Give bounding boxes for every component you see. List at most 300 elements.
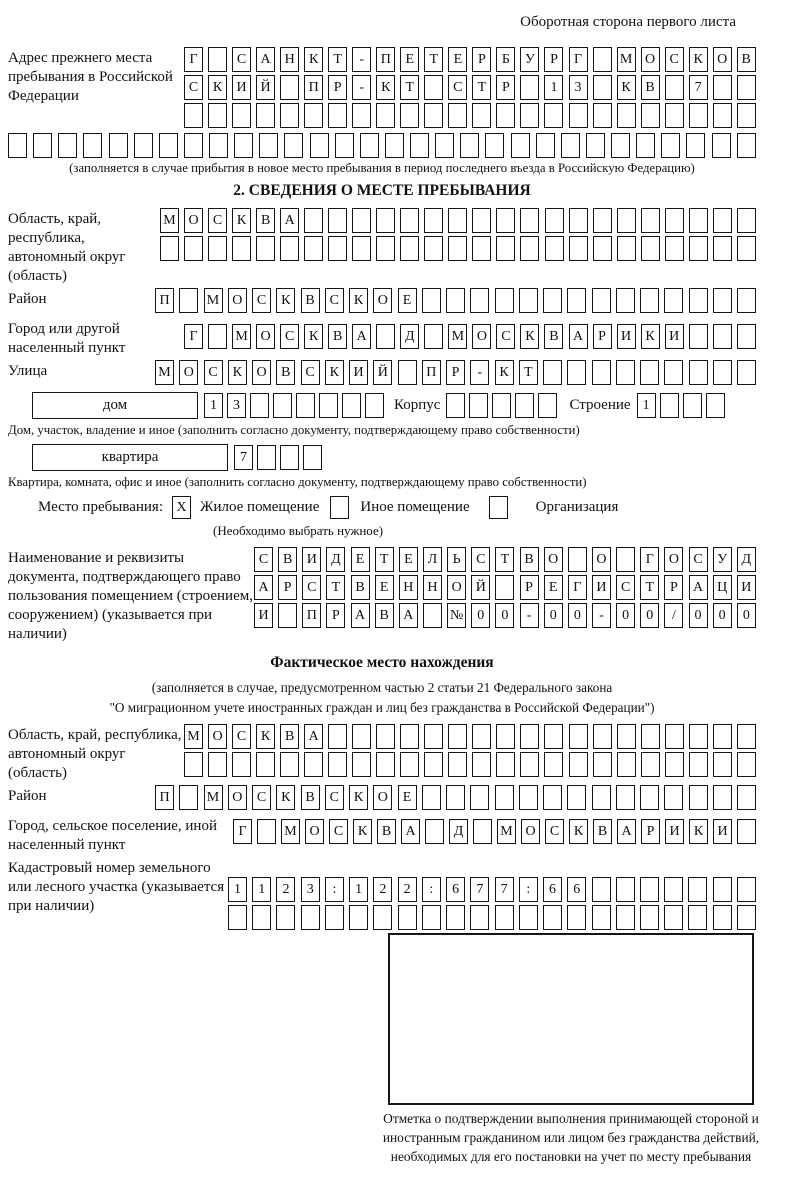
char-cell[interactable] [280, 75, 299, 100]
char-cell[interactable]: 7 [689, 75, 708, 100]
char-cell[interactable] [689, 785, 708, 810]
char-cell[interactable] [352, 724, 371, 749]
char-cell[interactable]: Е [398, 288, 417, 313]
char-cell[interactable]: И [713, 819, 732, 844]
char-cell[interactable] [335, 133, 354, 158]
char-cell[interactable] [661, 133, 680, 158]
char-cell[interactable] [184, 236, 203, 261]
char-cell[interactable]: О [252, 360, 271, 385]
char-cell[interactable]: В [256, 208, 275, 233]
char-cell[interactable] [470, 288, 489, 313]
char-cell[interactable]: О [641, 47, 660, 72]
char-cell[interactable]: 1 [252, 877, 271, 902]
char-cell[interactable] [737, 819, 756, 844]
char-cell[interactable] [83, 133, 102, 158]
char-cell[interactable] [617, 103, 636, 128]
char-cell[interactable]: - [352, 47, 371, 72]
char-cell[interactable] [737, 208, 756, 233]
char-cell[interactable]: 0 [689, 603, 708, 628]
char-cell[interactable]: 0 [544, 603, 563, 628]
ulitsa-row[interactable] [155, 360, 756, 385]
char-cell[interactable]: Р [472, 47, 491, 72]
char-cell[interactable] [280, 752, 299, 777]
char-cell[interactable]: Г [184, 324, 203, 349]
char-cell[interactable] [376, 324, 395, 349]
char-cell[interactable] [520, 724, 539, 749]
char-cell[interactable] [592, 360, 611, 385]
char-cell[interactable]: К [276, 288, 295, 313]
char-cell[interactable]: В [544, 324, 563, 349]
char-cell[interactable] [689, 724, 708, 749]
char-cell[interactable]: М [232, 324, 251, 349]
kadastr-row-2[interactable] [228, 905, 756, 930]
char-cell[interactable] [713, 785, 732, 810]
char-cell[interactable]: О [447, 575, 466, 600]
char-cell[interactable] [470, 785, 489, 810]
char-cell[interactable] [544, 752, 563, 777]
char-cell[interactable] [228, 905, 247, 930]
char-cell[interactable] [686, 133, 705, 158]
char-cell[interactable] [365, 393, 384, 418]
char-cell[interactable]: 0 [713, 603, 732, 628]
char-cell[interactable] [109, 133, 128, 158]
char-cell[interactable]: К [617, 75, 636, 100]
prev-address-row-1[interactable] [184, 47, 756, 72]
char-cell[interactable]: Д [737, 547, 756, 572]
char-cell[interactable] [593, 236, 612, 261]
char-cell[interactable]: В [520, 547, 539, 572]
char-cell[interactable]: С [545, 819, 564, 844]
char-cell[interactable] [737, 905, 756, 930]
char-cell[interactable] [376, 236, 395, 261]
char-cell[interactable] [593, 752, 612, 777]
char-cell[interactable] [567, 905, 586, 930]
char-cell[interactable] [713, 75, 732, 100]
char-cell[interactable] [257, 445, 276, 470]
char-cell[interactable] [567, 360, 586, 385]
char-cell[interactable]: Т [640, 575, 659, 600]
char-cell[interactable] [472, 752, 491, 777]
char-cell[interactable] [400, 752, 419, 777]
char-cell[interactable] [592, 785, 611, 810]
char-cell[interactable]: С [448, 75, 467, 100]
char-cell[interactable]: 2 [276, 877, 295, 902]
char-cell[interactable] [496, 208, 515, 233]
char-cell[interactable] [280, 236, 299, 261]
char-cell[interactable]: К [689, 819, 708, 844]
char-cell[interactable] [538, 393, 557, 418]
char-cell[interactable] [472, 236, 491, 261]
char-cell[interactable]: Р [278, 575, 297, 600]
char-cell[interactable] [424, 208, 443, 233]
char-cell[interactable]: А [280, 208, 299, 233]
char-cell[interactable] [232, 103, 251, 128]
char-cell[interactable]: - [352, 75, 371, 100]
char-cell[interactable]: О [208, 724, 227, 749]
char-cell[interactable]: А [399, 603, 418, 628]
char-cell[interactable] [641, 208, 660, 233]
char-cell[interactable] [304, 752, 323, 777]
char-cell[interactable]: И [232, 75, 251, 100]
char-cell[interactable]: С [301, 360, 320, 385]
char-cell[interactable] [737, 360, 756, 385]
char-cell[interactable]: 1 [544, 75, 563, 100]
char-cell[interactable] [472, 208, 491, 233]
char-cell[interactable] [259, 133, 278, 158]
char-cell[interactable]: В [351, 575, 370, 600]
char-cell[interactable] [296, 393, 315, 418]
char-cell[interactable] [446, 393, 465, 418]
char-cell[interactable] [496, 103, 515, 128]
char-cell[interactable] [469, 393, 488, 418]
char-cell[interactable]: Т [472, 75, 491, 100]
char-cell[interactable]: Т [328, 47, 347, 72]
char-cell[interactable] [310, 133, 329, 158]
char-cell[interactable] [713, 905, 732, 930]
char-cell[interactable]: О [305, 819, 324, 844]
char-cell[interactable]: М [160, 208, 179, 233]
char-cell[interactable] [398, 905, 417, 930]
char-cell[interactable] [328, 752, 347, 777]
char-cell[interactable] [689, 752, 708, 777]
char-cell[interactable]: С [254, 547, 273, 572]
char-cell[interactable]: 2 [373, 877, 392, 902]
char-cell[interactable]: О [228, 288, 247, 313]
char-cell[interactable]: Т [326, 575, 345, 600]
char-cell[interactable]: 1 [637, 393, 656, 418]
char-cell[interactable] [569, 208, 588, 233]
char-cell[interactable] [422, 785, 441, 810]
char-cell[interactable] [617, 236, 636, 261]
char-cell[interactable]: Р [328, 75, 347, 100]
fact-gorod-row[interactable] [233, 819, 756, 844]
char-cell[interactable] [398, 360, 417, 385]
char-cell[interactable] [460, 133, 479, 158]
char-cell[interactable] [425, 819, 444, 844]
char-cell[interactable] [616, 547, 635, 572]
char-cell[interactable]: М [204, 288, 223, 313]
char-cell[interactable]: О [179, 360, 198, 385]
char-cell[interactable]: М [184, 724, 203, 749]
char-cell[interactable]: М [497, 819, 516, 844]
char-cell[interactable] [448, 103, 467, 128]
char-cell[interactable]: Р [520, 575, 539, 600]
char-cell[interactable]: О [664, 547, 683, 572]
char-cell[interactable]: К [349, 288, 368, 313]
char-cell[interactable] [446, 288, 465, 313]
char-cell[interactable] [689, 103, 708, 128]
char-cell[interactable] [495, 785, 514, 810]
char-cell[interactable] [520, 208, 539, 233]
char-cell[interactable] [569, 236, 588, 261]
char-cell[interactable] [592, 877, 611, 902]
char-cell[interactable] [567, 785, 586, 810]
char-cell[interactable]: С [325, 785, 344, 810]
char-cell[interactable] [424, 752, 443, 777]
char-cell[interactable]: С [329, 819, 348, 844]
char-cell[interactable]: В [377, 819, 396, 844]
char-cell[interactable] [495, 575, 514, 600]
char-cell[interactable]: О [544, 547, 563, 572]
char-cell[interactable] [400, 103, 419, 128]
char-cell[interactable] [400, 208, 419, 233]
char-cell[interactable]: В [375, 603, 394, 628]
char-cell[interactable]: Ь [447, 547, 466, 572]
char-cell[interactable]: О [256, 324, 275, 349]
char-cell[interactable] [520, 236, 539, 261]
char-cell[interactable]: 0 [640, 603, 659, 628]
char-cell[interactable] [519, 288, 538, 313]
char-cell[interactable] [543, 785, 562, 810]
char-cell[interactable] [689, 360, 708, 385]
char-cell[interactable]: 6 [567, 877, 586, 902]
char-cell[interactable]: О [373, 785, 392, 810]
char-cell[interactable]: К [569, 819, 588, 844]
char-cell[interactable]: С [184, 75, 203, 100]
char-cell[interactable]: С [204, 360, 223, 385]
checkbox-zhiloe[interactable]: X [172, 496, 191, 519]
char-cell[interactable]: Г [233, 819, 252, 844]
char-cell[interactable] [544, 103, 563, 128]
char-cell[interactable] [448, 208, 467, 233]
char-cell[interactable] [349, 905, 368, 930]
char-cell[interactable] [342, 393, 361, 418]
char-cell[interactable]: Л [423, 547, 442, 572]
char-cell[interactable] [713, 877, 732, 902]
char-cell[interactable] [385, 133, 404, 158]
char-cell[interactable]: 3 [569, 75, 588, 100]
char-cell[interactable] [184, 133, 203, 158]
char-cell[interactable]: 7 [234, 445, 253, 470]
char-cell[interactable]: Р [593, 324, 612, 349]
char-cell[interactable] [208, 324, 227, 349]
char-cell[interactable] [495, 288, 514, 313]
char-cell[interactable] [737, 877, 756, 902]
char-cell[interactable] [664, 360, 683, 385]
char-cell[interactable]: К [276, 785, 295, 810]
char-cell[interactable] [712, 133, 731, 158]
char-cell[interactable] [278, 603, 297, 628]
char-cell[interactable]: В [737, 47, 756, 72]
char-cell[interactable]: П [304, 75, 323, 100]
char-cell[interactable] [328, 724, 347, 749]
char-cell[interactable] [352, 208, 371, 233]
char-cell[interactable]: У [520, 47, 539, 72]
char-cell[interactable] [472, 103, 491, 128]
char-cell[interactable]: Е [398, 785, 417, 810]
oblast-row-1[interactable] [160, 208, 756, 233]
char-cell[interactable] [689, 288, 708, 313]
char-cell[interactable]: : [325, 877, 344, 902]
prev-address-row-3[interactable] [184, 103, 756, 128]
char-cell[interactable]: К [349, 785, 368, 810]
char-cell[interactable]: Т [424, 47, 443, 72]
char-cell[interactable]: П [422, 360, 441, 385]
char-cell[interactable]: А [254, 575, 273, 600]
char-cell[interactable] [448, 236, 467, 261]
char-cell[interactable]: - [592, 603, 611, 628]
char-cell[interactable] [208, 752, 227, 777]
fact-rayon-row[interactable] [155, 785, 756, 810]
char-cell[interactable] [134, 133, 153, 158]
char-cell[interactable]: А [256, 47, 275, 72]
char-cell[interactable] [665, 236, 684, 261]
char-cell[interactable]: 7 [495, 877, 514, 902]
char-cell[interactable] [424, 75, 443, 100]
char-cell[interactable]: В [328, 324, 347, 349]
char-cell[interactable]: С [471, 547, 490, 572]
char-cell[interactable] [737, 75, 756, 100]
char-cell[interactable]: Ц [713, 575, 732, 600]
char-cell[interactable] [586, 133, 605, 158]
char-cell[interactable]: И [617, 324, 636, 349]
char-cell[interactable]: С [280, 324, 299, 349]
char-cell[interactable] [593, 47, 612, 72]
char-cell[interactable] [660, 393, 679, 418]
char-cell[interactable] [352, 236, 371, 261]
char-cell[interactable] [713, 360, 732, 385]
char-cell[interactable]: 1 [349, 877, 368, 902]
char-cell[interactable] [713, 752, 732, 777]
char-cell[interactable]: К [325, 360, 344, 385]
char-cell[interactable] [410, 133, 429, 158]
char-cell[interactable]: О [592, 547, 611, 572]
char-cell[interactable]: А [352, 324, 371, 349]
char-cell[interactable] [520, 752, 539, 777]
char-cell[interactable] [250, 393, 269, 418]
char-cell[interactable] [737, 752, 756, 777]
char-cell[interactable] [593, 724, 612, 749]
char-cell[interactable] [611, 133, 630, 158]
char-cell[interactable] [616, 877, 635, 902]
char-cell[interactable]: Р [496, 75, 515, 100]
char-cell[interactable]: В [276, 360, 295, 385]
char-cell[interactable] [641, 236, 660, 261]
char-cell[interactable]: И [302, 547, 321, 572]
char-cell[interactable] [424, 236, 443, 261]
char-cell[interactable]: К [232, 208, 251, 233]
char-cell[interactable]: 0 [471, 603, 490, 628]
char-cell[interactable]: С [496, 324, 515, 349]
fact-oblast-row-1[interactable] [184, 724, 756, 749]
char-cell[interactable] [713, 724, 732, 749]
char-cell[interactable] [252, 905, 271, 930]
char-cell[interactable]: О [228, 785, 247, 810]
char-cell[interactable] [640, 360, 659, 385]
char-cell[interactable]: В [301, 288, 320, 313]
char-cell[interactable]: О [521, 819, 540, 844]
char-cell[interactable] [328, 236, 347, 261]
char-cell[interactable]: 1 [204, 393, 223, 418]
char-cell[interactable] [424, 324, 443, 349]
char-cell[interactable] [641, 724, 660, 749]
char-cell[interactable]: К [228, 360, 247, 385]
prev-address-row-2[interactable] [184, 75, 756, 100]
char-cell[interactable]: Т [495, 547, 514, 572]
char-cell[interactable]: Е [351, 547, 370, 572]
prev-address-row-4[interactable] [8, 133, 756, 158]
char-cell[interactable] [688, 905, 707, 930]
char-cell[interactable]: А [569, 324, 588, 349]
char-cell[interactable]: С [208, 208, 227, 233]
char-cell[interactable]: В [278, 547, 297, 572]
char-cell[interactable] [495, 905, 514, 930]
char-cell[interactable]: Р [446, 360, 465, 385]
char-cell[interactable] [376, 208, 395, 233]
char-cell[interactable] [616, 288, 635, 313]
char-cell[interactable]: / [664, 603, 683, 628]
char-cell[interactable]: Р [641, 819, 660, 844]
char-cell[interactable] [360, 133, 379, 158]
char-cell[interactable] [376, 724, 395, 749]
char-cell[interactable] [280, 103, 299, 128]
char-cell[interactable] [304, 208, 323, 233]
char-cell[interactable] [496, 752, 515, 777]
char-cell[interactable] [520, 75, 539, 100]
char-cell[interactable] [232, 236, 251, 261]
char-cell[interactable] [257, 819, 276, 844]
char-cell[interactable]: 3 [227, 393, 246, 418]
kadastr-row-1[interactable] [228, 877, 756, 902]
char-cell[interactable] [617, 752, 636, 777]
char-cell[interactable]: И [254, 603, 273, 628]
char-cell[interactable] [325, 905, 344, 930]
char-cell[interactable]: М [204, 785, 223, 810]
char-cell[interactable] [737, 288, 756, 313]
char-cell[interactable] [713, 324, 732, 349]
char-cell[interactable]: 0 [616, 603, 635, 628]
char-cell[interactable] [159, 133, 178, 158]
char-cell[interactable]: А [401, 819, 420, 844]
char-cell[interactable]: Д [449, 819, 468, 844]
char-cell[interactable] [664, 785, 683, 810]
char-cell[interactable] [208, 236, 227, 261]
char-cell[interactable]: М [155, 360, 174, 385]
char-cell[interactable] [496, 236, 515, 261]
char-cell[interactable]: М [448, 324, 467, 349]
char-cell[interactable] [569, 103, 588, 128]
char-cell[interactable] [515, 393, 534, 418]
char-cell[interactable] [303, 445, 322, 470]
fact-oblast-row-2[interactable] [184, 752, 756, 777]
char-cell[interactable]: П [376, 47, 395, 72]
char-cell[interactable] [569, 752, 588, 777]
char-cell[interactable] [737, 785, 756, 810]
char-cell[interactable]: : [519, 877, 538, 902]
char-cell[interactable] [520, 103, 539, 128]
char-cell[interactable]: Т [519, 360, 538, 385]
char-cell[interactable] [352, 103, 371, 128]
char-cell[interactable] [543, 288, 562, 313]
char-cell[interactable] [640, 785, 659, 810]
char-cell[interactable] [473, 819, 492, 844]
char-cell[interactable] [160, 236, 179, 261]
char-cell[interactable]: С [252, 288, 271, 313]
checkbox-organizatsiya[interactable] [489, 496, 508, 519]
registration-mark-box[interactable] [388, 933, 754, 1105]
char-cell[interactable]: Т [375, 547, 394, 572]
char-cell[interactable]: О [472, 324, 491, 349]
char-cell[interactable] [592, 288, 611, 313]
char-cell[interactable]: Й [471, 575, 490, 600]
char-cell[interactable]: Е [448, 47, 467, 72]
char-cell[interactable] [400, 236, 419, 261]
char-cell[interactable]: А [304, 724, 323, 749]
char-cell[interactable]: : [422, 877, 441, 902]
char-cell[interactable] [448, 724, 467, 749]
char-cell[interactable] [256, 103, 275, 128]
char-cell[interactable]: Н [399, 575, 418, 600]
